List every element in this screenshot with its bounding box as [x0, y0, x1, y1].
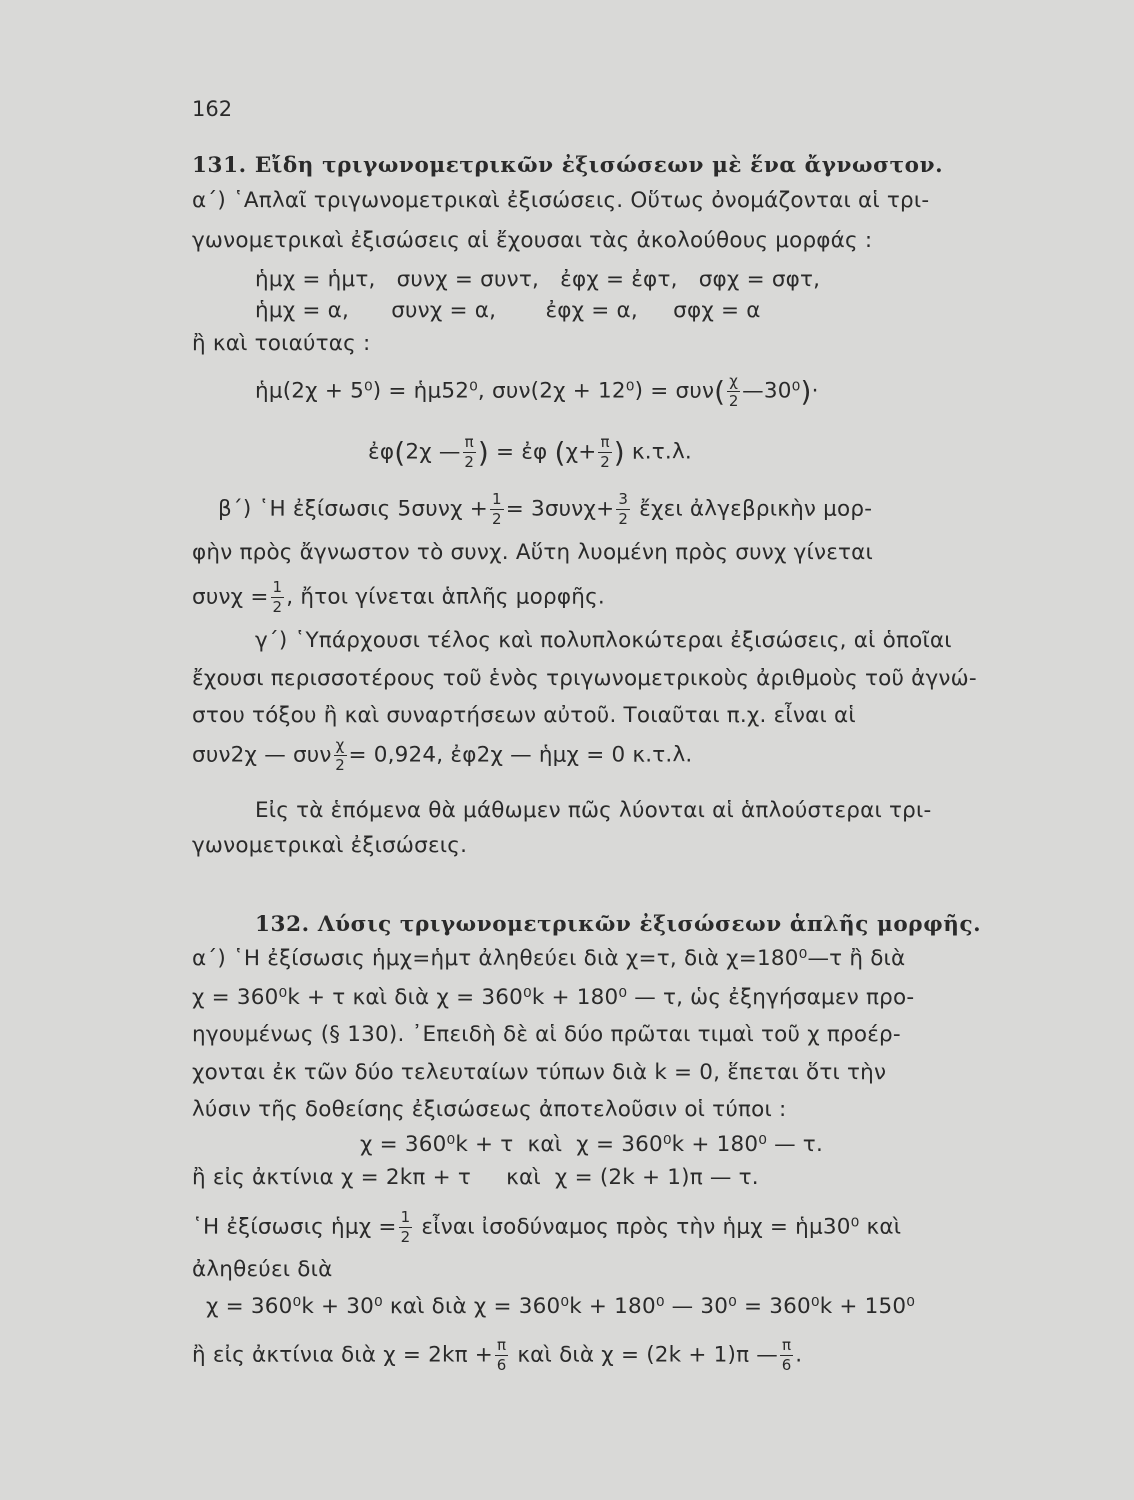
- fraction-numerator: 3: [618, 490, 629, 508]
- s131-c-line-4: [192, 738, 1060, 773]
- s131-a-line-1: α΄) ῾Απλαῖ τριγωνομετρικαὶ ἐξισώσεις. Οὕτως ὀνομάζονται αἱ τρι-: [192, 188, 930, 213]
- s131-c-line-1: γ΄) ῾Υπάρχουσι τέλος καὶ πολυπλοκώτεραι ἐξισώσεις, αἱ ὁποῖαι: [255, 628, 952, 653]
- b-mid: = 3συνχ+: [505, 496, 615, 522]
- fraction-1-over-2-b: [271, 580, 285, 615]
- equation-line-4: [368, 435, 1134, 470]
- s132-formula-2: ἢ εἰς ἀκτίνια χ = 2kπ + τ καὶ χ = (2k + 1)π — τ.: [192, 1165, 759, 1190]
- s132-line-4: χονται ἐκ τῶν δύο τελευταίων τύπων διὰ k = 0, ἕπεται ὅτι τὴν: [192, 1060, 887, 1085]
- c-line4-post: = 0,924, ἐφ2χ — ἡμχ = 0 κ.τ.λ.: [348, 742, 693, 768]
- l11-dot: .: [795, 1342, 803, 1368]
- s132-line-1: α΄) ῾Η ἐξίσωσις ἡμχ=ἡμτ ἀληθεύει διὰ χ=τ, διὰ χ=180⁰—τ ἢ διὰ: [192, 946, 906, 971]
- eq3-end: ·: [811, 378, 819, 404]
- eq4-arg1: 2χ —: [405, 439, 461, 465]
- fraction-x-over-2-b: [334, 738, 347, 773]
- fraction-numerator: 1: [272, 578, 283, 596]
- fraction-denominator: 2: [728, 392, 739, 410]
- eq4-arg2: χ+: [565, 439, 597, 465]
- b-post: ἔχει ἀλγεβρικὴν μορ-: [639, 496, 873, 522]
- fraction-1-over-2: [490, 492, 504, 527]
- section-132-heading: 132. Λύσις τριγωνομετρικῶν ἐξισώσεων ἁπλῆς μορφῆς.: [255, 912, 982, 937]
- b-line3-pre: συνχ =: [192, 584, 269, 610]
- fraction-numerator: π: [600, 433, 610, 451]
- s131-c-line-2: ἔχουσι περισσοτέρους τοῦ ἑνὸς τριγωνομετρικοὺς ἀριθμοὺς τοῦ ἀγνώ-: [192, 666, 977, 691]
- eq3-open-paren: (: [714, 375, 726, 408]
- fraction-denominator: 2: [400, 1228, 411, 1246]
- s131-d-line-2: γωνομετρικαὶ ἐξισώσεις.: [192, 833, 468, 858]
- s132-line-9: ἀληθεύει διὰ: [192, 1257, 333, 1282]
- fraction-denominator: 6: [781, 1356, 792, 1374]
- s131-a-line-2: γωνομετρικαὶ ἐξισώσεις αἱ ἔχουσαι τὰς ἀκολούθους μορφάς :: [192, 228, 873, 253]
- fraction-denominator: 6: [496, 1356, 507, 1374]
- fraction-denominator: 2: [491, 510, 502, 528]
- eq4-open-paren-1: (: [394, 436, 406, 469]
- eq3-left: ἡμ(2χ + 5⁰) = ἡμ52⁰, συν(2χ + 12⁰) = συν: [255, 378, 715, 404]
- fraction-denominator: 2: [335, 756, 345, 774]
- section-131-heading: 131. Εἴδη τριγωνομετρικῶν ἐξισώσεων μὲ ἕνα ἄγνωστον.: [192, 153, 944, 178]
- eq4-etc: κ.τ.λ.: [631, 439, 692, 465]
- l8-post: εἶναι ἰσοδύναμος πρὸς τὴν ἡμχ = ἡμ30⁰ καὶ: [421, 1214, 902, 1240]
- s132-formula-3: χ = 360⁰k + 30⁰ καὶ διὰ χ = 360⁰k + 180⁰ — 30⁰ = 360⁰k + 150⁰: [206, 1294, 916, 1319]
- s131-b-line-3: [192, 580, 1060, 615]
- fraction-numerator: 1: [491, 490, 502, 508]
- s131-c-line-3: στου τόξου ἢ καὶ συναρτήσεων αὐτοῦ. Τοιαῦται π.χ. εἶναι αἱ: [192, 703, 856, 728]
- l11-mid: καὶ διὰ χ = (2k + 1)π —: [517, 1342, 778, 1368]
- s131-b-line-2: φὴν πρὸς ἄγνωστον τὸ συνχ. Αὕτη λυομένη πρὸς συνχ γίνεται: [192, 540, 874, 565]
- fraction-pi-over-6-b: [780, 1338, 793, 1373]
- fraction-pi-over-2-b: [598, 435, 611, 470]
- s132-line-11: [192, 1338, 1060, 1373]
- eq3-close-paren: ): [800, 375, 812, 408]
- equation-line-1: ἡμχ = ἡμτ, συνχ = συντ, ἐφχ = ἐφτ, σφχ = σφτ,: [255, 267, 821, 292]
- s132-line-5: λύσιν τῆς δοθείσης ἐξισώσεως ἀποτελοῦσιν οἱ τύποι :: [192, 1097, 787, 1122]
- fraction-numerator: 1: [400, 1208, 411, 1226]
- page-number: 162: [192, 97, 233, 121]
- s131-b-line-1: [218, 492, 1086, 527]
- fraction-numerator: χ: [335, 736, 345, 754]
- fraction-1-over-2-c: [399, 1210, 413, 1245]
- l8-pre: ῾Η ἐξίσωσις ἡμχ =: [192, 1214, 397, 1240]
- eq4-equals-tan: = ἐφ: [495, 439, 548, 465]
- fraction-numerator: π: [781, 1336, 792, 1354]
- fraction-numerator: π: [464, 433, 474, 451]
- eq4-close-paren-1: ): [477, 436, 489, 469]
- eq4-close-paren-2: ): [613, 436, 625, 469]
- fraction-denominator: 2: [600, 453, 610, 471]
- s132-formula-1: χ = 360⁰k + τ καὶ χ = 360⁰k + 180⁰ — τ.: [360, 1132, 823, 1157]
- s131-d-line-1: Εἰς τὰ ἑπόμενα θὰ μάθωμεν πῶς λύονται αἱ ἁπλούστεραι τρι-: [255, 798, 932, 823]
- equation-line-2: ἡμχ = α, συνχ = α, ἐφχ = α, σφχ = α: [255, 298, 761, 323]
- l11-pre: ἢ εἰς ἀκτίνια διὰ χ = 2kπ +: [192, 1342, 494, 1368]
- eq4-open-paren-2: (: [554, 436, 566, 469]
- fraction-numerator: χ: [729, 372, 739, 390]
- fraction-3-over-2: [616, 492, 630, 527]
- c-line4-pre: συν2χ — συν: [192, 742, 332, 768]
- b-pre: β΄) ῾Η ἐξίσωσις 5συνχ +: [218, 496, 488, 522]
- s132-line-3: ηγουμένως (§ 130). ᾿Επειδὴ δὲ αἱ δύο πρῶται τιμαὶ τοῦ χ προέρ-: [192, 1022, 901, 1047]
- fraction-denominator: 2: [618, 510, 629, 528]
- equation-line-3: [255, 374, 1123, 409]
- or-such-text: ἢ καὶ τοιαύτας :: [192, 331, 371, 356]
- fraction-pi-over-2: [463, 435, 476, 470]
- fraction-denominator: 2: [272, 598, 283, 616]
- s132-line-8: [192, 1210, 1060, 1245]
- fraction-pi-over-6: [495, 1338, 508, 1373]
- fraction-numerator: π: [497, 1336, 507, 1354]
- eq3-right: —30⁰: [742, 378, 801, 404]
- fraction-denominator: 2: [464, 453, 475, 471]
- fraction-x-over-2: [727, 374, 740, 409]
- eq4-tan: ἐφ: [368, 439, 395, 465]
- b-line3-post: , ἤτοι γίνεται ἁπλῆς μορφῆς.: [286, 584, 605, 610]
- s132-line-2: χ = 360⁰k + τ καὶ διὰ χ = 360⁰k + 180⁰ — τ, ὡς ἐξηγήσαμεν προ-: [192, 985, 915, 1010]
